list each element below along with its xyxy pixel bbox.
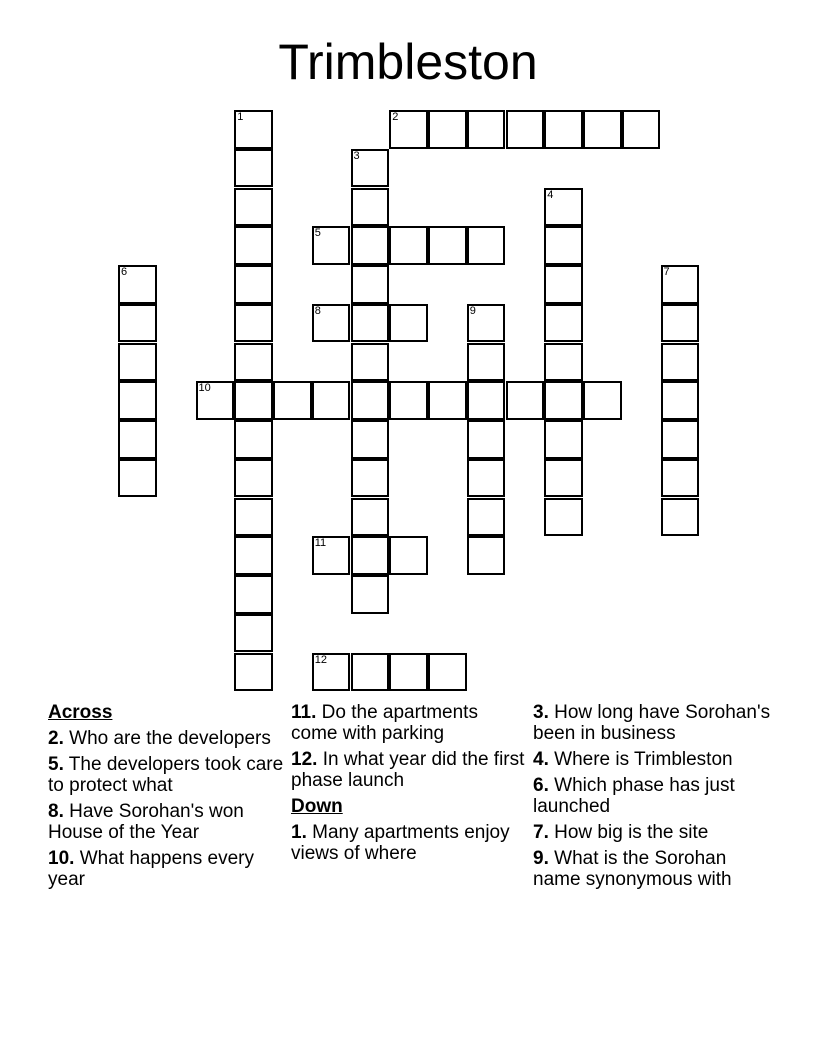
crossword-cell[interactable]	[467, 459, 506, 498]
crossword-cell[interactable]	[661, 459, 700, 498]
crossword-cell[interactable]	[467, 226, 506, 265]
crossword-cell[interactable]	[506, 110, 545, 149]
crossword-cell[interactable]	[234, 420, 273, 459]
crossword-cell[interactable]	[506, 381, 545, 420]
clue-number: 10	[198, 382, 211, 395]
crossword-cell[interactable]	[661, 343, 700, 382]
crossword-cell[interactable]	[544, 304, 583, 343]
crossword-cell[interactable]	[544, 265, 583, 304]
across-heading: Across	[48, 702, 113, 723]
clue-number: 2	[392, 111, 399, 123]
crossword-cell[interactable]	[389, 304, 428, 343]
crossword-cell[interactable]	[428, 226, 467, 265]
crossword-cell[interactable]	[351, 265, 390, 304]
crossword-cell[interactable]	[661, 304, 700, 343]
crossword-cell[interactable]	[118, 304, 157, 343]
crossword-cell[interactable]	[351, 188, 390, 227]
crossword-cell[interactable]	[544, 420, 583, 459]
clues-column-1	[48, 702, 286, 895]
crossword-cell[interactable]	[312, 226, 351, 265]
crossword-cell[interactable]	[312, 381, 351, 420]
crossword-cell[interactable]	[544, 498, 583, 537]
crossword-cell[interactable]	[583, 110, 622, 149]
crossword-cell[interactable]	[234, 575, 273, 614]
clue-number: 11	[314, 537, 327, 550]
crossword-cell[interactable]	[351, 304, 390, 343]
clue-down-7: 7. How big is the site	[533, 822, 709, 843]
crossword-cell[interactable]	[467, 420, 506, 459]
crossword-cell[interactable]	[351, 226, 390, 265]
clue-number: 8	[314, 304, 321, 317]
crossword-cell[interactable]	[351, 536, 390, 575]
crossword-cell[interactable]	[389, 381, 428, 420]
crossword-cell[interactable]	[234, 188, 273, 227]
crossword-cell[interactable]	[118, 381, 157, 420]
clue-number: 4	[547, 188, 554, 201]
crossword-cell[interactable]	[234, 614, 273, 653]
crossword-cell[interactable]	[389, 653, 428, 692]
crossword-cell[interactable]	[196, 381, 235, 420]
crossword-cell[interactable]	[312, 653, 351, 692]
crossword-cell[interactable]	[661, 265, 700, 304]
crossword-cell[interactable]	[312, 304, 351, 343]
crossword-cell[interactable]	[351, 420, 390, 459]
crossword-cell[interactable]	[389, 110, 428, 149]
clue-number: 3	[353, 149, 360, 162]
crossword-cell[interactable]	[273, 381, 312, 420]
crossword-cell[interactable]	[118, 343, 157, 382]
crossword-cell[interactable]	[351, 149, 390, 188]
crossword-cell[interactable]	[118, 459, 157, 498]
crossword-cell[interactable]	[312, 536, 351, 575]
clues-column-3	[533, 702, 771, 895]
crossword-cell[interactable]	[234, 536, 273, 575]
crossword-cell[interactable]	[544, 381, 583, 420]
crossword-cell[interactable]	[234, 149, 273, 188]
clue-across-2: 2. Who are the developers	[48, 728, 271, 749]
down-heading: Down	[291, 796, 343, 817]
crossword-cell[interactable]	[234, 226, 273, 265]
crossword-cell[interactable]	[351, 498, 390, 537]
crossword-cell[interactable]	[234, 110, 273, 149]
clue-down-4: 4. Where is Trimbleston	[533, 749, 733, 770]
crossword-cell[interactable]	[351, 381, 390, 420]
clue-across-12: 12. In what year did the first phase launch	[291, 749, 525, 791]
crossword-cell[interactable]	[351, 343, 390, 382]
crossword-cell[interactable]	[234, 459, 273, 498]
crossword-cell[interactable]	[583, 381, 622, 420]
crossword-cell[interactable]	[234, 381, 273, 420]
crossword-cell[interactable]	[467, 498, 506, 537]
clue-down-6: 6. Which phase has just launched	[533, 775, 735, 817]
crossword-cell[interactable]	[351, 459, 390, 498]
crossword-cell[interactable]	[234, 498, 273, 537]
clue-number: 5	[314, 227, 321, 240]
clue-number: 7	[663, 266, 670, 278]
crossword-cell[interactable]	[467, 381, 506, 420]
crossword-cell[interactable]	[467, 343, 506, 382]
crossword-cell[interactable]	[234, 265, 273, 304]
crossword-cell[interactable]	[467, 536, 506, 575]
crossword-cell[interactable]	[234, 304, 273, 343]
crossword-cell[interactable]	[428, 653, 467, 692]
crossword-cell[interactable]	[544, 459, 583, 498]
crossword-cell[interactable]	[118, 265, 157, 304]
clue-down-9: 9. What is the Sorohan name synonymous with	[533, 848, 732, 890]
clue-across-5: 5. The developers took care to protect what	[48, 754, 284, 796]
crossword-cell[interactable]	[467, 304, 506, 343]
crossword-cell[interactable]	[661, 381, 700, 420]
clue-across-10: 10. What happens every year	[48, 848, 254, 890]
crossword-cell[interactable]	[467, 110, 506, 149]
puzzle-title: Trimbleston	[278, 34, 538, 90]
crossword-cell[interactable]	[234, 343, 273, 382]
crossword-cell[interactable]	[234, 653, 273, 692]
crossword-cell[interactable]	[544, 188, 583, 227]
crossword-cell[interactable]	[428, 110, 467, 149]
clue-across-11: 11. Do the apartments come with parking	[291, 702, 478, 744]
crossword-cell[interactable]	[351, 575, 390, 614]
clue-across-8: 8. Have Sorohan's won House of the Year	[48, 801, 244, 843]
clue-number: 6	[121, 266, 128, 278]
crossword-cell[interactable]	[661, 498, 700, 537]
crossword-cell[interactable]	[544, 110, 583, 149]
crossword-cell[interactable]	[389, 226, 428, 265]
crossword-cell[interactable]	[544, 343, 583, 382]
clue-number: 12	[314, 653, 327, 666]
clue-number: 1	[237, 111, 244, 123]
crossword-cell[interactable]	[351, 653, 390, 692]
crossword-cell[interactable]	[544, 226, 583, 265]
crossword-cell[interactable]	[428, 381, 467, 420]
clue-number: 9	[469, 304, 476, 317]
clue-down-3: 3. How long have Sorohan's been in business	[533, 702, 771, 744]
crossword-cell[interactable]	[118, 420, 157, 459]
clue-down-1: 1. Many apartments enjoy views of where	[291, 822, 510, 864]
crossword-cell[interactable]	[661, 420, 700, 459]
crossword-cell[interactable]	[389, 536, 428, 575]
crossword-cell[interactable]	[622, 110, 661, 149]
clues-column-2	[291, 702, 529, 869]
